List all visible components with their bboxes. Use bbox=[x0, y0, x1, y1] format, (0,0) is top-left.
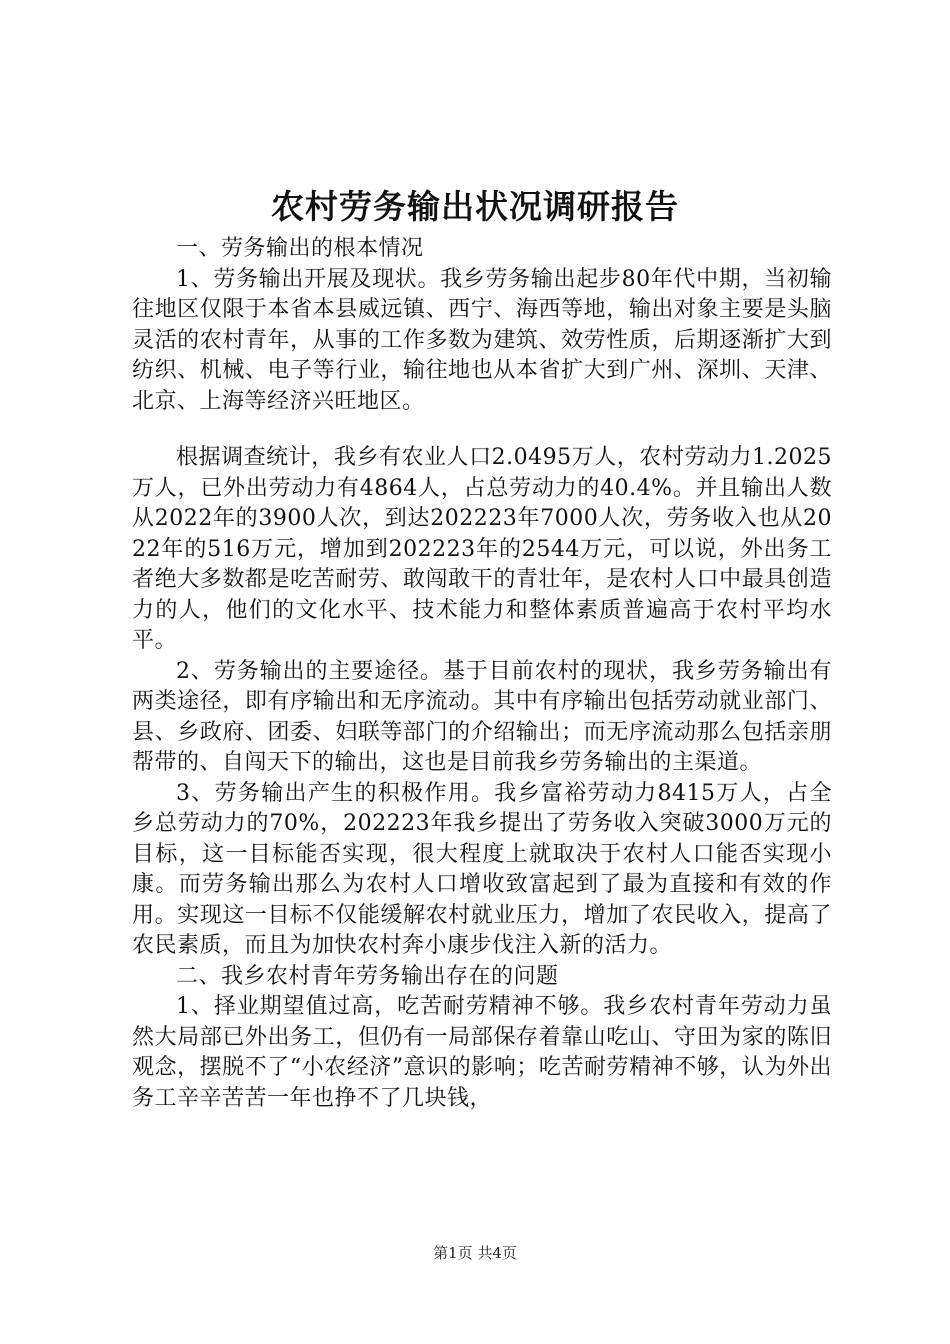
paragraph-gap bbox=[132, 417, 832, 443]
document-body bbox=[132, 234, 832, 1114]
paragraph-5: 1、择业期望值过高，吃苦耐劳精神不够。我乡农村青年劳动力虽然大局部已外出务工，但仍有一局部保存着靠山吃山、守田为家的陈旧观念，摆脱不了“小农经济”意识的影响；吃苦耐劳精神不够，认为外出务工辛辛苦苦一年也挣不了几块钱， bbox=[132, 994, 832, 1111]
paragraph-3: 2、劳务输出的主要途径。基于目前农村的现状，我乡劳务输出有两类途径，即有序输出和无序流动。其中有序输出包括劳动就业部门、县、乡政府、团委、妇联等部门的介绍输出；而无序流动那么包括亲朋帮带的、自闯天下的输出，这也是目前我乡劳务输出的主渠道。 bbox=[132, 658, 832, 775]
document-title: 农村劳务输出状况调研报告 bbox=[271, 187, 679, 226]
paragraph-2: 根据调查统计，我乡有农业人口2.0495万人，农村劳动力1.2025万人，已外出劳动力有4864人，占总劳动力的40.4%。并且输出人数从2022年的3900人次，到达202223年7000人次，劳务收入也从2022年的516万元，增加到202223年的2544万元，可以说，外出务工者绝大多数都是吃苦耐劳、敢闯敢干的青壮年，是农村人口中最具创造力的人，他们的文化水平、技术能力和整体素质普遍高于农村平均水平。 bbox=[132, 445, 832, 653]
section-heading-1: 一、劳务输出的根本情况 bbox=[176, 236, 424, 261]
page-footer: 第1页 共4页 bbox=[433, 1244, 517, 1262]
paragraph-4: 3、劳务输出产生的积极作用。我乡富裕劳动力8415万人，占全乡总劳动力的70%，202223年我乡提出了劳务收入突破3000万元的目标，这一目标能否实现，很大程度上就取决于农村人口能否实现小康。而劳务输出那么为农村人口增收致富起到了最为直接和有效的作用。实现这一目标不仅能缓解农村就业压力，增加了农民收入，提高了农民素质，而且为加快农村奔小康步伐注入新的活力。 bbox=[132, 780, 832, 958]
paragraph-1: 1、劳务输出开展及现状。我乡劳务输出起步80年代中期，当初输往地区仅限于本省本县威远镇、西宁、海西等地，输出对象主要是头脑灵活的农村青年，从事的工作多数为建筑、效劳性质，后期逐渐扩大到纺织、机械、电子等行业，输往地也从本省扩大到广州、深圳、天津、北京、上海等经济兴旺地区。 bbox=[132, 266, 832, 414]
section-heading-2: 二、我乡农村青年劳务输出存在的问题 bbox=[176, 963, 559, 989]
